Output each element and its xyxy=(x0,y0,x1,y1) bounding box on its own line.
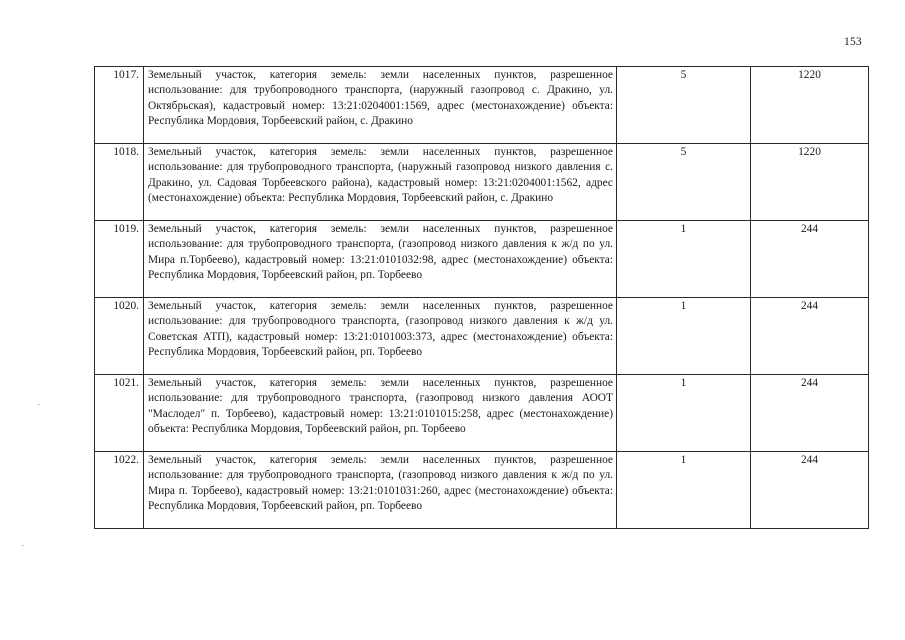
value-cell: 244 xyxy=(751,298,869,375)
table-row xyxy=(95,144,869,221)
value-cell: 1220 xyxy=(751,67,869,144)
row-number-cell: 1017. xyxy=(95,67,144,144)
description-text: Земельный участок, категория земель: земли населенных пунктов, разрешенное использование: для трубопроводного транспорта, (газопровод низкого давления к ж/д по ул. Мира п. Торбеево), кадастровый номер: 13:21:0101031:260, адрес (местонахождение) объекта: Республика Мордовия, Торбеевский район, рп. Торбеево xyxy=(148,454,613,513)
row-number-cell: 1022. xyxy=(95,452,144,529)
description-text: Земельный участок, категория земель: земли населенных пунктов, разрешенное использование: для трубопроводного транспорта, (газопровод низкого давления к ж/д ул. Советская АТП), кадастровый номер: 13:21:0101003:373, адрес (местонахождение) объекта: Республика Мордовия, Торбеевский район, рп. Торбеево xyxy=(148,300,613,359)
table-row xyxy=(95,298,869,375)
quantity-cell: 5 xyxy=(617,144,751,221)
description-text: Земельный участок, категория земель: земли населенных пунктов, разрешенное использование: для трубопроводного транспорта, (газопровод низкого давления к ж/д по ул. Мира п.Торбеево), кадастровый номер: 13:21:0101032:98, адрес (местонахождение) объекта: Республика Мордовия, Торбеевский район, рп. Торбеево xyxy=(148,223,613,282)
scan-artifact xyxy=(22,545,24,546)
quantity-cell: 1 xyxy=(617,452,751,529)
table-row xyxy=(95,375,869,452)
description-cell xyxy=(144,221,617,298)
property-table xyxy=(94,66,869,529)
table-row xyxy=(95,67,869,144)
quantity-cell: 5 xyxy=(617,67,751,144)
quantity-cell: 1 xyxy=(617,298,751,375)
value-cell: 244 xyxy=(751,221,869,298)
table-row xyxy=(95,221,869,298)
description-cell xyxy=(144,452,617,529)
row-number-cell: 1019. xyxy=(95,221,144,298)
quantity-cell: 1 xyxy=(617,375,751,452)
description-cell xyxy=(144,298,617,375)
value-cell: 244 xyxy=(751,375,869,452)
page-number: 153 xyxy=(844,36,862,48)
description-cell xyxy=(144,144,617,221)
table-row xyxy=(95,452,869,529)
row-number-cell: 1020. xyxy=(95,298,144,375)
description-cell xyxy=(144,375,617,452)
description-text: Земельный участок, категория земель: земли населенных пунктов, разрешенное использование: для трубопроводного транспорта, (газопровод низкого давления АООТ "Маслодел" п. Торбеево), кадастровый номер: 13:21:0101015:258, адрес (местонахождение) объекта: Республика Мордовия, Торбеевский район, рп. Торбеево xyxy=(148,377,613,436)
description-cell xyxy=(144,67,617,144)
row-number-cell: 1018. xyxy=(95,144,144,221)
row-number-cell: 1021. xyxy=(95,375,144,452)
quantity-cell: 1 xyxy=(617,221,751,298)
value-cell: 1220 xyxy=(751,144,869,221)
description-text: Земельный участок, категория земель: земли населенных пунктов, разрешенное использование: для трубопроводного транспорта, (наружный газопровод с. Дракино, ул. Октябрьская), кадастровый номер: 13:21:0204001:1569, адрес (местонахождение) объекта: Республика Мордовия, Торбеевский район, с. Дракино xyxy=(148,69,613,128)
value-cell: 244 xyxy=(751,452,869,529)
scan-artifact xyxy=(38,404,40,405)
description-text: Земельный участок, категория земель: земли населенных пунктов, разрешенное использование: для трубопроводного транспорта, (наружный газопровод низкого давления с. Дракино, ул. Садовая Торбеевского района), кадастровый номер: 13:21:0204001:1562, адрес (местонахождение) объекта: Республика Мордовия, Торбеевский район, с. Дракино xyxy=(148,146,613,205)
